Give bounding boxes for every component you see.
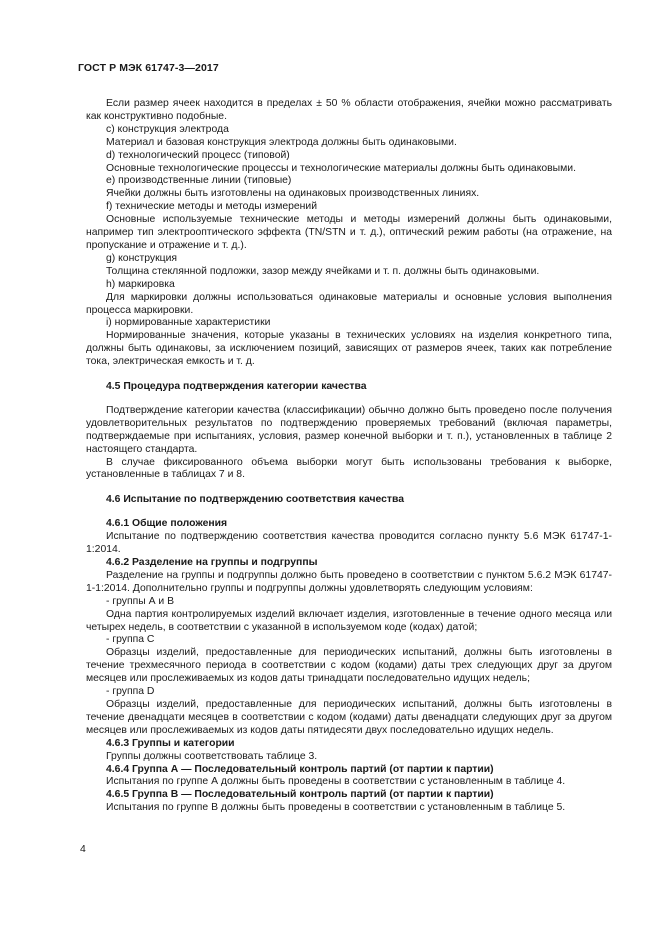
list-item: с) конструкция электрода [106,123,229,135]
list-item: - группа С [106,634,155,646]
paragraph: Разделение на группы и подгруппы должно быть проведено в соответствии с пунктом 5.6.2 МЭК 61747-1-1:2014. Дополнительно группы и подгруппы должны удовлетворять следующим условиям: [86,569,612,594]
list-item: е) производственные линии (типовые) [106,175,292,187]
subsection-heading: 4.6.3 Группы и категории [106,737,235,749]
paragraph: Материал и базовая конструкция электрода должны быть одинаковыми. [106,136,457,148]
list-item: g) конструкция [106,252,178,264]
paragraph: Подтверждение категории качества (классификации) обычно должно быть проведено после получения удовлетворительных результатов по подтверждению проверяемых требований (включая параметры, подтверждаемые при испытаниях, условия, размер конечной выборки и т. п.), установленных в таблице 2 настоящего стандарта. [86,404,612,455]
list-item: d) технологический процесс (типовой) [106,149,290,161]
document-header: ГОСТ Р МЭК 61747-3—2017 [78,62,219,74]
paragraph: Испытания по группе А должны быть проведены в соответствии с установленным в таблице 4. [106,776,566,788]
subsection-heading: 4.6.2 Разделение на группы и подгруппы [106,557,318,568]
paragraph: Образцы изделий, предоставленные для периодических испытаний, должны быть изготовлены в течение трехмесячного периода в соответствии с кодом (кодами) даты трех следующих друг за другом месяцев или прослеживаемых из кодов даты тринадцати последовательно идущих недель; [86,647,612,685]
paragraph: Для маркировки должны использоваться одинаковые материалы и основные условия выполнения процесса маркировки. [86,291,612,316]
paragraph: Если размер ячеек находится в пределах ± 50 % области отображения, ячейки можно рассматривать как конструктивно подобные. [86,98,612,122]
section-heading: 4.6 Испытание по подтверждению соответствия качества [106,494,405,506]
subsection-heading: 4.6.5 Группа В — Последовательный контроль партий (от партии к партии) [106,789,494,801]
paragraph: Группы должны соответствовать таблице 3. [106,750,318,762]
paragraph: Толщина стеклянной подложки, зазор между ячейками и т. п. должны быть одинаковыми. [106,265,540,277]
paragraph: Основные используемые технические методы и методы измерений должны быть одинаковыми, например тип электрооптического эффекта (TN/STN и т. д.), оптический режим работы (на отражение, на пропускание и отражение и т. д.). [86,214,612,251]
paragraph: Испытания по группе В должны быть проведены в соответствии с установленным в таблице 5. [106,802,566,814]
section-heading: 4.5 Процедура подтверждения категории качества [106,381,367,393]
list-item: f) технические методы и методы измерений [106,201,318,213]
paragraph: В случае фиксированного объема выборки могут быть использованы требования к выборке, установленные в таблицах 7 и 8. [86,456,612,481]
paragraph: Образцы изделий, предоставленные для периодических испытаний, должны быть изготовлены в течение двенадцати месяцев в соответствии с кодом (кодами) даты двенадцати следующих друг за другом месяцев или прослеживаемых из кодов даты пятидесяти двух последовательно идущих недель. [86,698,612,736]
list-item: - группа D [106,686,155,698]
paragraph: Одна партия контролируемых изделий включает изделия, изготовленные в течение одного месяца или четырех недель, в соответствии с указанной в используемом коде (кодах) датой; [86,608,612,633]
list-item: - группы А и В [106,595,175,607]
page-number: 4 [80,844,86,855]
paragraph: Основные технологические процессы и технологические материалы должны быть одинаковыми. [106,162,576,174]
list-item: h) маркировка [106,278,175,290]
document-body [86,98,612,815]
subsection-heading: 4.6.1 Общие положения [106,518,228,530]
list-item: i) нормированные характеристики [106,317,271,329]
subsection-heading: 4.6.4 Группа А — Последовательный контроль партий (от партии к партии) [106,763,494,775]
paragraph: Испытание по подтверждению соответствия качества проводится согласно пункту 5.6 МЭК 61747-1-1:2014. [86,531,612,556]
paragraph: Нормированные значения, которые указаны в технических условиях на изделия конкретного типа, должны быть одинаковы, за исключением позиций, зависящих от размеров ячеек, таких как потребление тока, электрическая емкость и т. д. [86,330,612,368]
paragraph: Ячейки должны быть изготовлены на одинаковых производственных линиях. [106,188,480,200]
